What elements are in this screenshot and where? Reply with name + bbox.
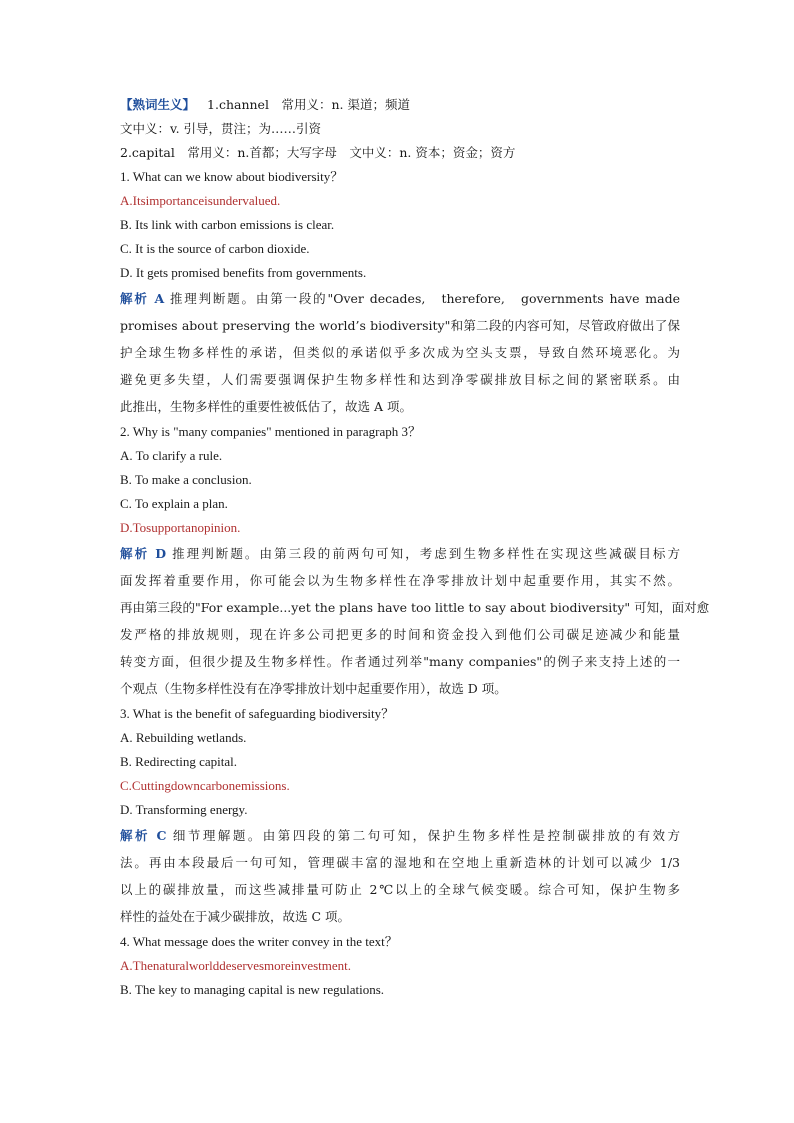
q1-option-b: B. Its link with carbon emissions is clear. bbox=[120, 217, 335, 232]
q1-explanation-line: 避免更多失望，人们需要强调保护生物多样性和达到净零碳排放目标之间的紧密联系。由 bbox=[120, 372, 680, 387]
q3-option-a: A. Rebuilding wetlands. bbox=[120, 730, 247, 745]
q1-option-d: D. It gets promised benefits from governments. bbox=[120, 265, 367, 280]
q1-stem: 1. What can we know about biodiversity？ bbox=[120, 169, 344, 184]
q2-stem: 2. Why is "many companies" mentioned in paragraph 3？ bbox=[120, 424, 421, 439]
content bbox=[120, 93, 710, 1002]
q2-option-d: D.Tosupportanopinion. bbox=[120, 520, 241, 535]
q3-explanation bbox=[120, 822, 680, 930]
q3-explanation-line: 解析 C 细节理解题。由第四段的第二句可知，保护生物多样性是控制碳排放的有效方 bbox=[120, 828, 680, 843]
vocab-line-1 bbox=[120, 93, 680, 117]
q1-option-a: A.Itsimportanceisundervalued. bbox=[120, 193, 281, 208]
q2-analysis-label: 解析 bbox=[120, 546, 150, 561]
q4-stem: 4. What message does the writer convey in the text？ bbox=[120, 934, 398, 949]
q3-analysis-label: 解析 bbox=[120, 828, 150, 843]
q2-explanation-line: 解析 D 推理判断题。由第三段的前两句可知，考虑到生物多样性在实现这些减碳目标方 bbox=[120, 546, 680, 561]
vocab-word-1: 1.channel 常用义： bbox=[207, 97, 332, 112]
q1-option-c: C. It is the source of carbon dioxide. bbox=[120, 241, 310, 256]
q3-option-d: D. Transforming energy. bbox=[120, 802, 248, 817]
q1-explanation-line: 护全球生物多样性的承诺，但类似的承诺似乎多次成为空头支票，导致自然环境恶化。为 bbox=[120, 345, 680, 360]
q3-stem: 3. What is the benefit of safeguarding biodiversity？ bbox=[120, 706, 395, 721]
q2-answer: D bbox=[155, 546, 167, 561]
q4-option-a: A.Thenaturalworlddeservesmoreinvestment. bbox=[120, 958, 352, 973]
q2-option-a: A. To clarify a rule. bbox=[120, 448, 223, 463]
q1-explanation-line: promises about preserving the world’s biodiversity"和第二段的内容可知，尽管政府做出了保 bbox=[120, 318, 680, 333]
q4-option-b: B. The key to managing capital is new regulations. bbox=[120, 982, 385, 997]
vocab-tag: 【熟词生义】 bbox=[120, 97, 196, 112]
q3-option-b: B. Redirecting capital. bbox=[120, 754, 237, 769]
q2-explanation-line: 转变方面，但很少提及生物多样性。作者通过列举"many companies"的例子来支持上述的一 bbox=[120, 654, 680, 669]
q3-answer: C bbox=[156, 828, 167, 843]
q1-explanation-line: 解析 A 推理判断题。由第一段的"Over decades, therefore, governments have made bbox=[120, 291, 680, 306]
q2-explanation bbox=[120, 540, 710, 702]
q1-explanation-line: 此推出，生物多样性的重要性被低估了，故选 A 项。 bbox=[120, 399, 412, 414]
q2-explanation-line: 个观点（生物多样性没有在净零排放计划中起重要作用），故选 D 项。 bbox=[120, 681, 507, 696]
q2-explanation-line: 面发挥着重要作用，你可能会以为生物多样性在净零排放计划中起重要作用，其实不然。 bbox=[120, 573, 680, 588]
q2-explanation-line: 发严格的排放规则，现在许多公司把更多的时间和资金投入到他们公司碳足迹减少和能量 bbox=[120, 627, 680, 642]
q2-option-c: C. To explain a plan. bbox=[120, 496, 228, 511]
vocab-line-3: 2.capital 常用义：n.首都；大写字母 文中义：n. 资本；资金；资方 bbox=[120, 145, 516, 160]
vocab-word-1-meaning: n. 渠道；频道 bbox=[331, 97, 410, 112]
q3-explanation-line: 样性的益处在于减少碳排放，故选 C 项。 bbox=[120, 909, 351, 924]
q2-explanation-line: 再由第三段的"For example...yet the plans have too little to say about biodiversity" 可知，面对愈 bbox=[120, 600, 710, 615]
q1-explanation bbox=[120, 285, 680, 420]
q1-analysis-label: 解析 bbox=[120, 291, 149, 306]
q1-answer: A bbox=[154, 291, 165, 306]
q2-option-b: B. To make a conclusion. bbox=[120, 472, 252, 487]
q3-explanation-line: 法。再由本段最后一句可知，管理碳丰富的湿地和在空地上重新造林的计划可以减少 1/3 bbox=[120, 855, 680, 870]
q3-option-c: C.Cuttingdowncarbonemissions. bbox=[120, 778, 290, 793]
vocab-line-2: 文中义：v. 引导，贯注；为……引资 bbox=[120, 121, 322, 136]
q3-explanation-line: 以上的碳排放量，而这些减排量可防止 2℃以上的全球气候变暖。综合可知，保护生物多 bbox=[120, 882, 680, 897]
